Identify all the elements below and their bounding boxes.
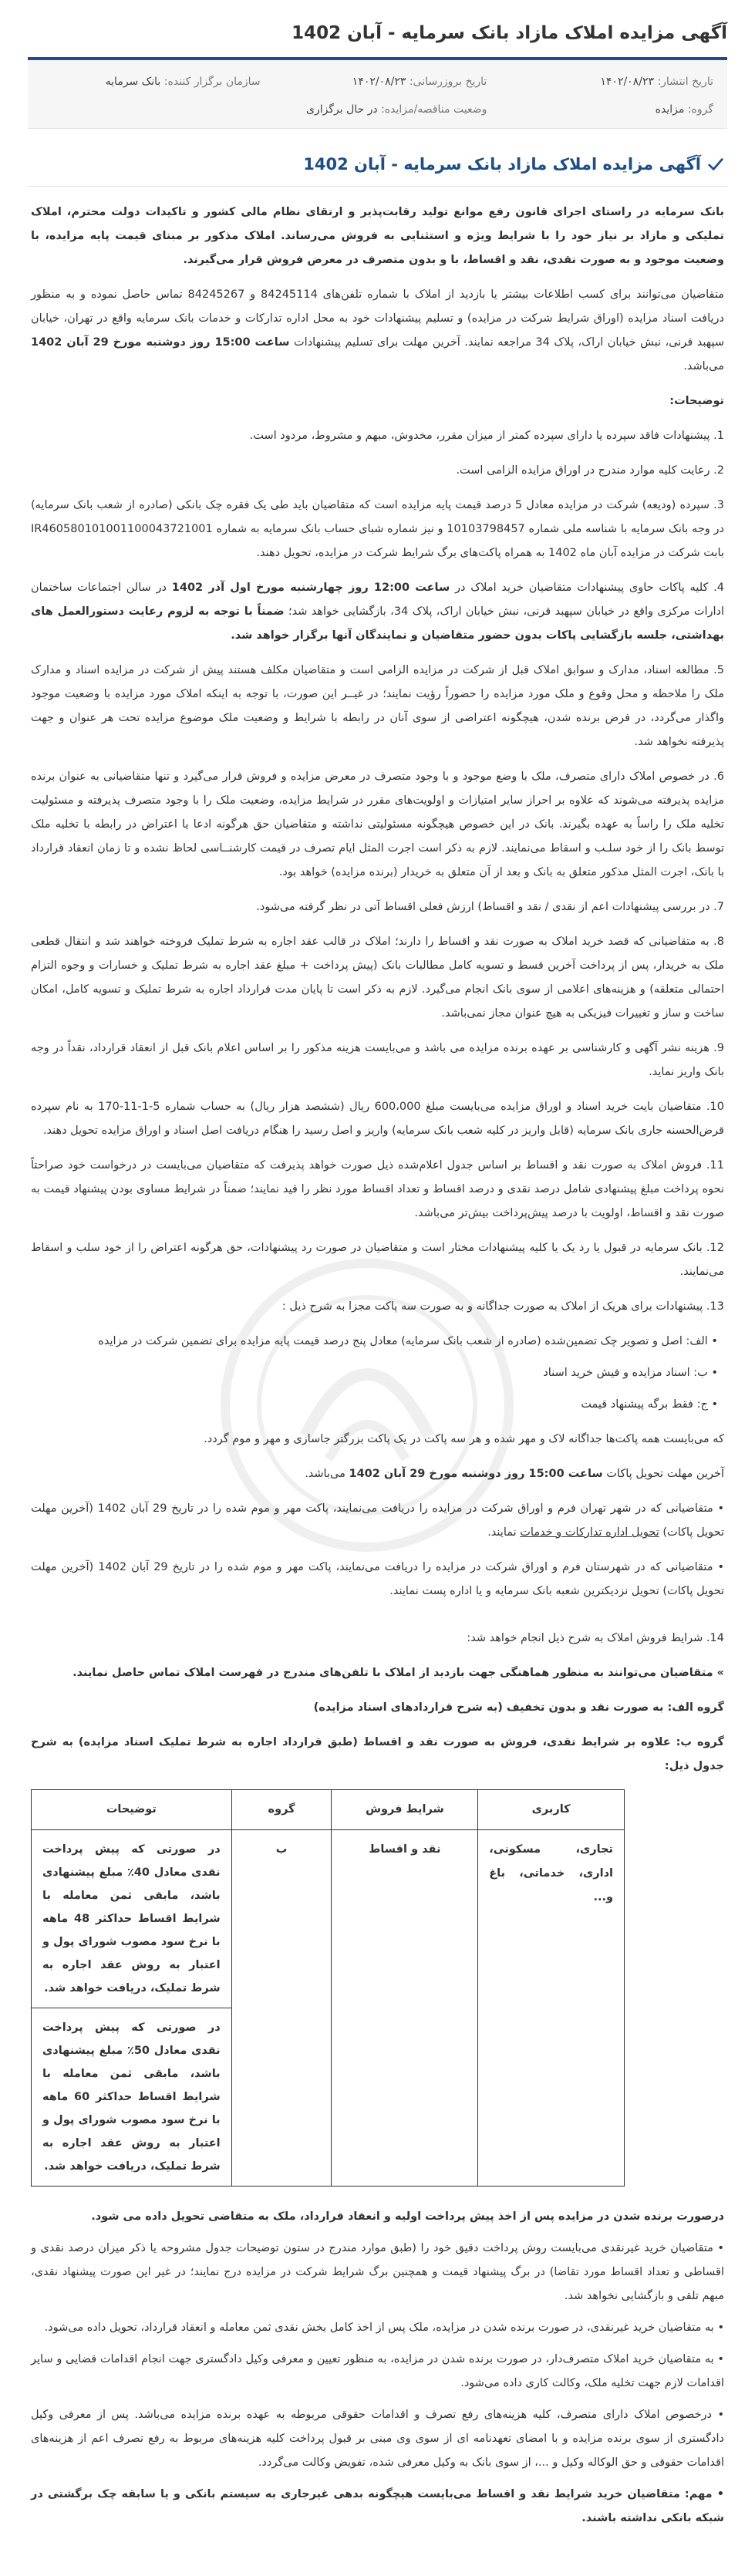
cell-terms: نقد و اقساط <box>332 1830 478 2187</box>
delivery-tehran-text: • متقاضیانی که در شهر تهران فرم و اوراق شرکت در مزایده را دریافت می‌نمایند، پاکت مهر و موم شده را در تاریخ 29 آبان 1402 (آخرین مهلت تحویل پاکات) <box>31 1502 724 1539</box>
after-table-heading: درصورت برنده شدن در مزایده پس از اخذ پیش پرداخت اولیه و انعقاد قرارداد، ملک به متقاضی تحویل داده می شود. <box>91 2210 724 2223</box>
table-row <box>32 1830 625 2187</box>
col-group: گروه <box>231 1790 332 1830</box>
checkmark-icon <box>707 156 724 173</box>
note-4-location: در سالن اجتماعات ساختمان ادارات مرکزی واقع در خیابان سپهبد قرنی، نبش خیابان اراک، پلاک 34، بازگشایی خواهد شد؛ <box>31 582 725 618</box>
intro-contact-end: می‌باشد. <box>683 360 724 373</box>
note-14: 14. شرایط فروش املاک به شرح ذیل انجام خواهد شد: <box>467 1632 724 1644</box>
note-4-text: 4. کلیه پاکات حاوی پیشنهادات متقاضیان خرید املاک در <box>454 582 724 594</box>
organizer <box>42 76 261 88</box>
group-b-terms: گروه ب: علاوه بر شرایط نقدی، فروش به صورت نقد و اقساط (طبق قرارداد اجاره به شرط تملیک اسناد مزایده) به شرح جدول ذیل: <box>31 1736 724 1772</box>
after-table-important: • مهم: متقاضیان خرید شرایط نقد و اقساط می‌بایست هیچگونه بدهی غیرجاری به سیستم بانکی و یا سابقه چک برگشتی در شبکه بانکی نداشته باشند. <box>31 2488 724 2524</box>
intro-paragraph: بانک سرمایه در راستای اجرای قانون رفع موانع تولید رقابت‌پذیر و ارتقای نظام مالی کشور و تاکیدات دولت محترم، املاک تملیکی و مازاد بر نیاز خود را با شرایط ویژه و استثنایی به فروش می‌رساند. املاک مذکور بر مبنای قیمت پایه مزایده، با وضعیت موجود و به صورت نقدی، نقد و اقساط، با و بدون متصرف در معرض فروش قرار می‌گیرند. <box>31 206 724 266</box>
intro-contact-text: متقاضیان می‌توانند برای کسب اطلاعات بیشتر یا بازدید از املاک با شماره تلفن‌های 84245114 و 84245267 تماس حاصل نموده و به منظور دریافت اسناد مزایده (اوراق شرایط شرکت در مزایده) و تسلیم پیشنهادات خود به محل اداره تدارکات و خدمات بانک سرمایه واقع در تهران، خیابان سپهبد قرنی، نبش خیابان اراک، پلاک 34 مراجعه نمایند. آخرین مهلت برای تسلیم پیشنهادات <box>31 288 724 349</box>
note-4-health-note: ضمناً با توجه به لزوم رعایت دستورالعمل های بهداشتی، جلسه بازگشایی پاکات بدون حضور متقاضیان و نمایندگان آنها برگزار خواهد شد. <box>31 605 724 642</box>
note-5: 5. مطالعه اسناد، مدارک و سوابق املاک قبل از شرکت در مزایده الزامی است و متقاضیان مکلف هستند پیش از شرکت در مزایده اسناد و مدارک ملک را ملاحظه و محل وقوع و ملک مورد مزایده را حضوراً رؤیت نمایند؛ در غیــر این صورت، با توجه به اینکه املاک مورد مزایده با وضعیت موجود واگذار می‌گردد، در فرض برنده شدن، هیچگونه اعتراضی از سوی آنان در رابطه با شرایط و وضعیت ملک موضوع مزایده تحت هر عنوان و جهت پذیرفته نخواهد شد. <box>31 664 724 748</box>
publish-date-label: تاریخ انتشار: <box>657 76 713 88</box>
procurement-office-link[interactable]: تحویل اداره تدارکات و خدمات <box>520 1526 659 1539</box>
delivery-tehran-end: نمایند. <box>487 1526 517 1539</box>
cell-group: ب <box>231 1830 332 2187</box>
note-12: 12. بانک سرمایه در قبول یا رد یک یا کلیه پیشنهادات مختار است و متقاضیان در صورت رد پیشنهادات، حق هرگونه اعتراض را از خود سلب و اسقاط می‌نمایند. <box>31 1242 724 1278</box>
ad-title-text: آگهی مزایده املاک مازاد بانک سرمایه - آبان 1402 <box>303 155 701 174</box>
intro-deadline: ساعت 15:00 روز دوشنبه مورخ 29 آبان 1402 <box>31 336 290 349</box>
status <box>268 103 487 116</box>
col-usage: کاربری <box>478 1790 625 1830</box>
notes-heading: توضیحات: <box>669 395 724 407</box>
note-3: 3. سپرده (ودیعه) شرکت در مزایده معادل 5 درصد قیمت پایه مزایده است که متقاضیان باید طی یک فقره چک بانکی (صادره از شعب بانک سرمایه) در وجه بانک سرمایه با شناسه ملی شماره 10103798457 و نیز شماره شبای حساب بانک سرمایه به شماره IR460580101001100043721001 بابت شرکت در مزایده آبان ماه 1402 به همراه پاکت‌های برگ شرایط شرکت در مزایده، تحویل دهند. <box>31 499 724 559</box>
after-table-section <box>31 2205 724 2530</box>
note-11: 11. فروش املاک به صورت نقد و اقساط بر اساس جدول اعلام‌شده ذیل صورت خواهد پذیرفت که متقاضیان می‌بایست در درخواست خود صراحتاً نحوه پرداخت مبلغ پیشنهادی شامل درصد نقدی و درصد اقساط و تعداد اقساط مورد نظر را قید نمایند؛ ضمناً در شرایط مساوی بودن پیشنهاد قیمت به صورت نقد و اقساط، اولویت با درصد پیش‌پرداخت بیش‌تر می‌باشد. <box>31 1159 724 1219</box>
deadline-time: ساعت 15:00 روز دوشنبه مورخ 29 آبان 1402 <box>349 1468 603 1480</box>
note-4 <box>31 576 724 648</box>
ad-title <box>28 129 727 187</box>
packet-a: • الف: اصل و تصویر چک تضمین‌شده (صادره از شعب بانک سرمایه) معادل پنج درصد قیمت پایه مزایده برای تضمین شرکت در مزایده <box>98 1335 718 1347</box>
publish-date <box>494 76 713 88</box>
packet-b: • ب: اسناد مزایده و فیش خرید اسناد <box>543 1367 718 1379</box>
organizer-label: سازمان برگزار کننده: <box>163 76 261 88</box>
note-6: 6. در خصوص املاک دارای متصرف، ملک با وضع موجود و با وجود متصرف در معرض مزایده و فروش قرار می‌گیرد و تنها متقاضیانی به عنوان برنده مزایده پذیرفته می‌شوند که علاوه بر احراز سایر امتیازات و اولویت‌های مقرر در شرایط مزایده، وضعیت ملک را با وجود متصرف پذیرفته و مسئولیت تخلیه ملک را راساً به عهده بگیرند. بانک در این خصوص هیچگونه مسئولیتی نداشته و متقاضیان حق هرگونه ادعا یا اعتراض در رابطه با تخلیه ملک توسط بانک را از خود سلـب و اسقاط می‌نمایند. لازم به ذکر است اجرت المثل ایام تصرف در قیمت کارشنــاسی لحاظ نشده و تا زمان انعقاد قرارداد با بانک، اجرت المثل مذکور متعلق به بانک و بعد از آن متعلق به خریدار (برنده مزایده) خواهد بود. <box>31 770 724 878</box>
note-4-opening-time: ساعت 12:00 روز چهارشنبه مورخ اول آذر 1402 <box>171 582 450 594</box>
desc-option-40: در صورتی که پیش پرداخت نقدی معادل 40٪ مبلغ پیشنهادی باشد، مابقی ثمن معامله با شرایط اقساط حداکثر 48 ماهه با نرخ سود مصوب شورای پول و اعتبار به روش عقد اجاره به شرط تملیک، دریافت خواهد شد. <box>42 1843 221 1994</box>
desc-option-50: در صورتی که پیش پرداخت نقدی معادل 50٪ مبلغ پیشنهادی باشد، مابقی ثمن معامله با شرایط اقساط حداکثر 60 ماهه با نرخ سود مصوب شورای پول و اعتبار به روش عقد اجاره به شرط تملیک، دریافت خواهد شد. <box>42 2021 221 2173</box>
cell-description <box>32 1830 232 2187</box>
table-header-row <box>32 1790 625 1830</box>
status-value: در حال برگزاری <box>306 103 378 116</box>
update-date <box>268 76 487 88</box>
publish-date-value: ۱۴۰۲/۰۸/۲۳ <box>600 76 654 88</box>
note-2: 2. رعایت کلیه موارد مندرج در اوراق مزایده الزامی است. <box>456 464 724 477</box>
status-label: وضعیت مناقصه/مزایده: <box>381 103 487 116</box>
delivery-tehran <box>31 1497 724 1545</box>
visit-note: » متقاضیان می‌توانند به منظور هماهنگی جهت بازدید از املاک با تلفن‌های مندرج در فهرست املاک تماس حاصل نمایند. <box>72 1667 724 1679</box>
note-7: 7. در بررسی پیشنهادات اعم از نقدی / نقد و اقساط) ارزش فعلی اقساط آتی در نظر گرفته می‌شود. <box>256 901 724 913</box>
deadline-text: آخرین مهلت تحویل پاکات <box>606 1468 724 1480</box>
note-10: 10. متقاضیان بایت خرید اسناد و اوراق مزایده می‌بایست مبلغ 600،000 ریال (ششصد هزار ریال) به حساب شماره 5-1-11-170 به نام سپرده قرض‌الحسنه جاری بانک سرمایه (قابل واریز در کلیه شعب بانک سرمایه) واریز و اصل رسید را هنگام دریافت اصل اسناد و اوراق مزایده تحویل دهند. <box>31 1101 724 1137</box>
meta-panel <box>28 60 727 129</box>
notes-list <box>31 424 724 1779</box>
organizer-value: بانک سرمایه <box>105 76 161 88</box>
note-8: 8. به متقاضیانی که قصد خرید املاک به صورت نقد و اقساط را دارند؛ املاک در قالب عقد اجاره به شرط تملیک فروخته خواهند شد و انتقال قطعی ملک به خریدار، پس از پرداخت آخرین قسط و تسویه کامل مطالبات بانک (پیش پرداخت + مبلغ عقد اجاره به شرط تملیک و خسارات و وجوه التزام احتمالی متعلقه) و هزینه‌های اعلامی از سوی بانک انجام می‌گیرد. لازم به ذکر است تا پایان مدت قرارداد اجاره به شرط تملیک و تسویه کامل، امکان ساخت و ساز و تغییرات فیزیکی به هیچ عنوان مجاز نمی‌باشد. <box>31 936 724 1020</box>
update-date-value: ۱۴۰۲/۰۸/۲۳ <box>352 76 406 88</box>
col-description: توضیحات <box>32 1790 232 1830</box>
note-13: 13. پیشنهادات برای هریک از املاک به صورت جداگانه و به صورت سه پاکت مجزا به شرح ذیل : <box>281 1300 724 1313</box>
group-value: مزایده <box>655 103 685 116</box>
ad-body <box>28 187 727 2530</box>
group-a-terms: گروه الف: به صورت نقد و بدون تخفیف (به شرح قراردادهای اسناد مزایده) <box>313 1701 724 1714</box>
sales-terms-table <box>31 1789 625 2187</box>
deadline <box>31 1462 724 1486</box>
packets-list <box>31 1330 724 1417</box>
group <box>494 103 713 116</box>
cell-usage: تجاری، مسکونی، اداری، خدماتی، باغ و... <box>478 1830 625 2187</box>
page-title: آگهی مزایده املاک مازاد بانک سرمایه - آبان 1402 <box>28 0 727 60</box>
update-date-label: تاریخ بروزرسانی: <box>409 76 487 88</box>
packet-c: • ج: فقط برگه پیشنهاد قیمت <box>581 1398 718 1411</box>
delivery-province: • متقاضیانی که در شهرستان فرم و اوراق شرکت در مزایده را دریافت می‌نمایند، پاکت مهر و موم شده را در تاریخ 29 آبان 1402 (آخرین مهلت تحویل پاکات) تحویل نزدیکترین شعبه بانک سرمایه و یا اداره پست نمایند. <box>31 1561 725 1597</box>
intro-contact-paragraph <box>31 283 724 379</box>
deadline-end: می‌باشد. <box>305 1468 345 1480</box>
note-1: 1. پیشنهادات فاقد سپرده یا دارای سپرده کمتر از میزان مقرر، مخدوش، مبهم و مشروط، مردود است. <box>249 430 724 442</box>
after-table-item: • متقاضیان خرید غیرنقدی می‌بایست روش پرداخت دقیق خود را (طبق موارد مندرج در ستون توضیحات جدول مشروحه یا ذکر میزان درصد نقدی و اقساطی و تعداد اقساط مورد تقاضا) در برگ پیشنهاد قیمت و همچنین برگ شرایط شرکت در مزایده درج نمایند؛ در غیر این صورت پیشنهاد نقدی، مبهم تلقی و بازگشایی نخواهد شد. <box>31 2242 724 2302</box>
col-terms: شرایط فروش <box>332 1790 478 1830</box>
group-label: گروه: <box>687 103 713 116</box>
after-table-item: • به متقاضیان خرید املاک متصرف‌دار، در صورت برنده شدن در مزایده، به منظور تعیین و معرفی وکیل دادگستری جهت انجام اقدامات قضایی و سایر اقدامات لازم جهت تخلیه ملک، وکالت کاری داده می‌شود. <box>31 2353 724 2389</box>
packets-note: که می‌بایست همه پاکت‌ها جداگانه لاک و مهر شده و هر سه پاکت در یک پاکت بزرگتر جاسازی و مهر و موم گردد. <box>204 1433 724 1445</box>
after-table-item: • درخصوص املاک دارای متصرف، کلیه هزینه‌های رفع تصرف و اقدامات حقوقی مربوطه به عهده برنده مزایده می‌باشد. پس از معرفی وکیل دادگستری از سوی برنده مزایده و با امضای تعهدنامه ای از سوی وی مبنی بر قبول پرداخت کلیه هزینه‌های مربوط به رفع تصرف اعم از هزینه‌های اقدامات حقوقی و حق الوکاله وکیل و ...، از سوی بانک به وکیل معرفی شده، تفویض وکالت می‌گردد. <box>31 2409 724 2469</box>
after-table-item: • به متقاضیان خرید غیرنقدی، در صورت برنده شدن در مزایده، ملک پس از اخذ کامل بخش نقدی ثمن معامله و انعقاد قرارداد، تحویل داده می‌شود. <box>44 2321 724 2334</box>
note-9: 9. هزینه نشر آگهی و کارشناسی بر عهده برنده مزایده می باشد و می‌بایست هزینه مذکور را بر اساس اعلام بانک قبل از انعقاد قرارداد، نقداً در وجه بانک واریز نماید. <box>31 1042 724 1078</box>
